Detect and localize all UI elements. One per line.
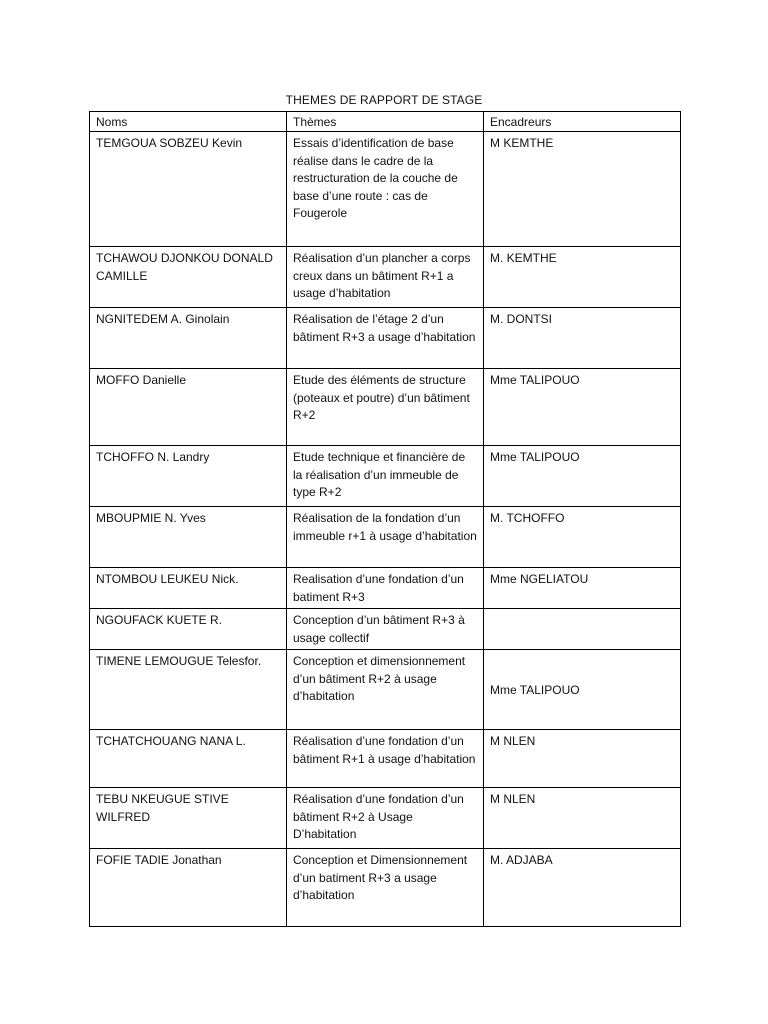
- header-themes: Thèmes: [287, 112, 484, 132]
- document-title: THEMES DE RAPPORT DE STAGE: [285, 93, 483, 107]
- cell-theme: Réalisation d’une fondation d’un bâtiment R+1 à usage d’habitation: [287, 730, 484, 788]
- table-row: [90, 568, 681, 609]
- cell-theme: Réalisation d’un plancher a corps creux dans un bâtiment R+1 a usage d’habitation: [287, 247, 484, 308]
- cell-nom: NTOMBOU LEUKEU Nick.: [90, 568, 287, 609]
- cell-theme: Etude technique et financière de la réalisation d’un immeuble de type R+2: [287, 446, 484, 507]
- cell-theme: Etude des éléments de structure (poteaux et poutre) d’un bâtiment R+2: [287, 369, 484, 446]
- cell-encadreur: M. KEMTHE: [484, 247, 681, 308]
- table-row: [90, 369, 681, 446]
- table-row: [90, 730, 681, 788]
- cell-theme: Conception et Dimensionnement d’un batiment R+3 a usage d’habitation: [287, 849, 484, 927]
- cell-nom: MBOUPMIE N. Yves: [90, 507, 287, 568]
- table-row: [90, 507, 681, 568]
- header-noms: Noms: [90, 112, 287, 132]
- cell-encadreur: Mme TALIPOUO: [484, 369, 681, 446]
- table-row: [90, 308, 681, 369]
- cell-theme: Réalisation de l’étage 2 d’un bâtiment R+3 a usage d’habitation: [287, 308, 484, 369]
- cell-nom: NGNITEDEM A. Ginolain: [90, 308, 287, 369]
- cell-nom: TCHAWOU DJONKOU DONALD CAMILLE: [90, 247, 287, 308]
- cell-encadreur: M. ADJABA: [484, 849, 681, 927]
- cell-encadreur: M. TCHOFFO: [484, 507, 681, 568]
- cell-theme: Réalisation d’une fondation d’un bâtiment R+2 à Usage D’habitation: [287, 788, 484, 849]
- cell-encadreur: [484, 609, 681, 650]
- cell-encadreur: M NLEN: [484, 730, 681, 788]
- cell-nom: TIMENE LEMOUGUE Telesfor.: [90, 650, 287, 730]
- table-row: [90, 650, 681, 730]
- cell-encadreur: Mme TALIPOUO: [484, 446, 681, 507]
- cell-nom: MOFFO Danielle: [90, 369, 287, 446]
- cell-theme: Conception et dimensionnement d’un bâtiment R+2 à usage d’habitation: [287, 650, 484, 730]
- cell-encadreur: M KEMTHE: [484, 132, 681, 247]
- cell-theme: Conception d’un bâtiment R+3 à usage collectif: [287, 609, 484, 650]
- table-header-row: [90, 112, 681, 132]
- table-row: [90, 132, 681, 247]
- cell-nom: TEBU NKEUGUE STIVE WILFRED: [90, 788, 287, 849]
- cell-theme: Essais d’identification de base réalise dans le cadre de la restructuration de la couche de base d’une route : cas de Fougerole: [287, 132, 484, 247]
- cell-nom: TCHOFFO N. Landry: [90, 446, 287, 507]
- cell-encadreur: M. DONTSI: [484, 308, 681, 369]
- cell-nom: TEMGOUA SOBZEU Kevin: [90, 132, 287, 247]
- cell-nom: NGOUFACK KUETE R.: [90, 609, 287, 650]
- cell-nom: FOFIE TADIE Jonathan: [90, 849, 287, 927]
- cell-encadreur: M NLEN: [484, 788, 681, 849]
- cell-theme: Réalisation de la fondation d’un immeuble r+1 à usage d’habitation: [287, 507, 484, 568]
- table-row: [90, 247, 681, 308]
- cell-nom: TCHATCHOUANG NANA L.: [90, 730, 287, 788]
- table-row: [90, 788, 681, 849]
- table-row: [90, 446, 681, 507]
- cell-encadreur: Mme NGELIATOU: [484, 568, 681, 609]
- table-row: [90, 849, 681, 927]
- table-row: [90, 609, 681, 650]
- header-encadreurs: Encadreurs: [484, 112, 681, 132]
- cell-theme: Realisation d’une fondation d’un batiment R+3: [287, 568, 484, 609]
- cell-encadreur: Mme TALIPOUO: [484, 650, 681, 730]
- themes-table: [89, 111, 681, 927]
